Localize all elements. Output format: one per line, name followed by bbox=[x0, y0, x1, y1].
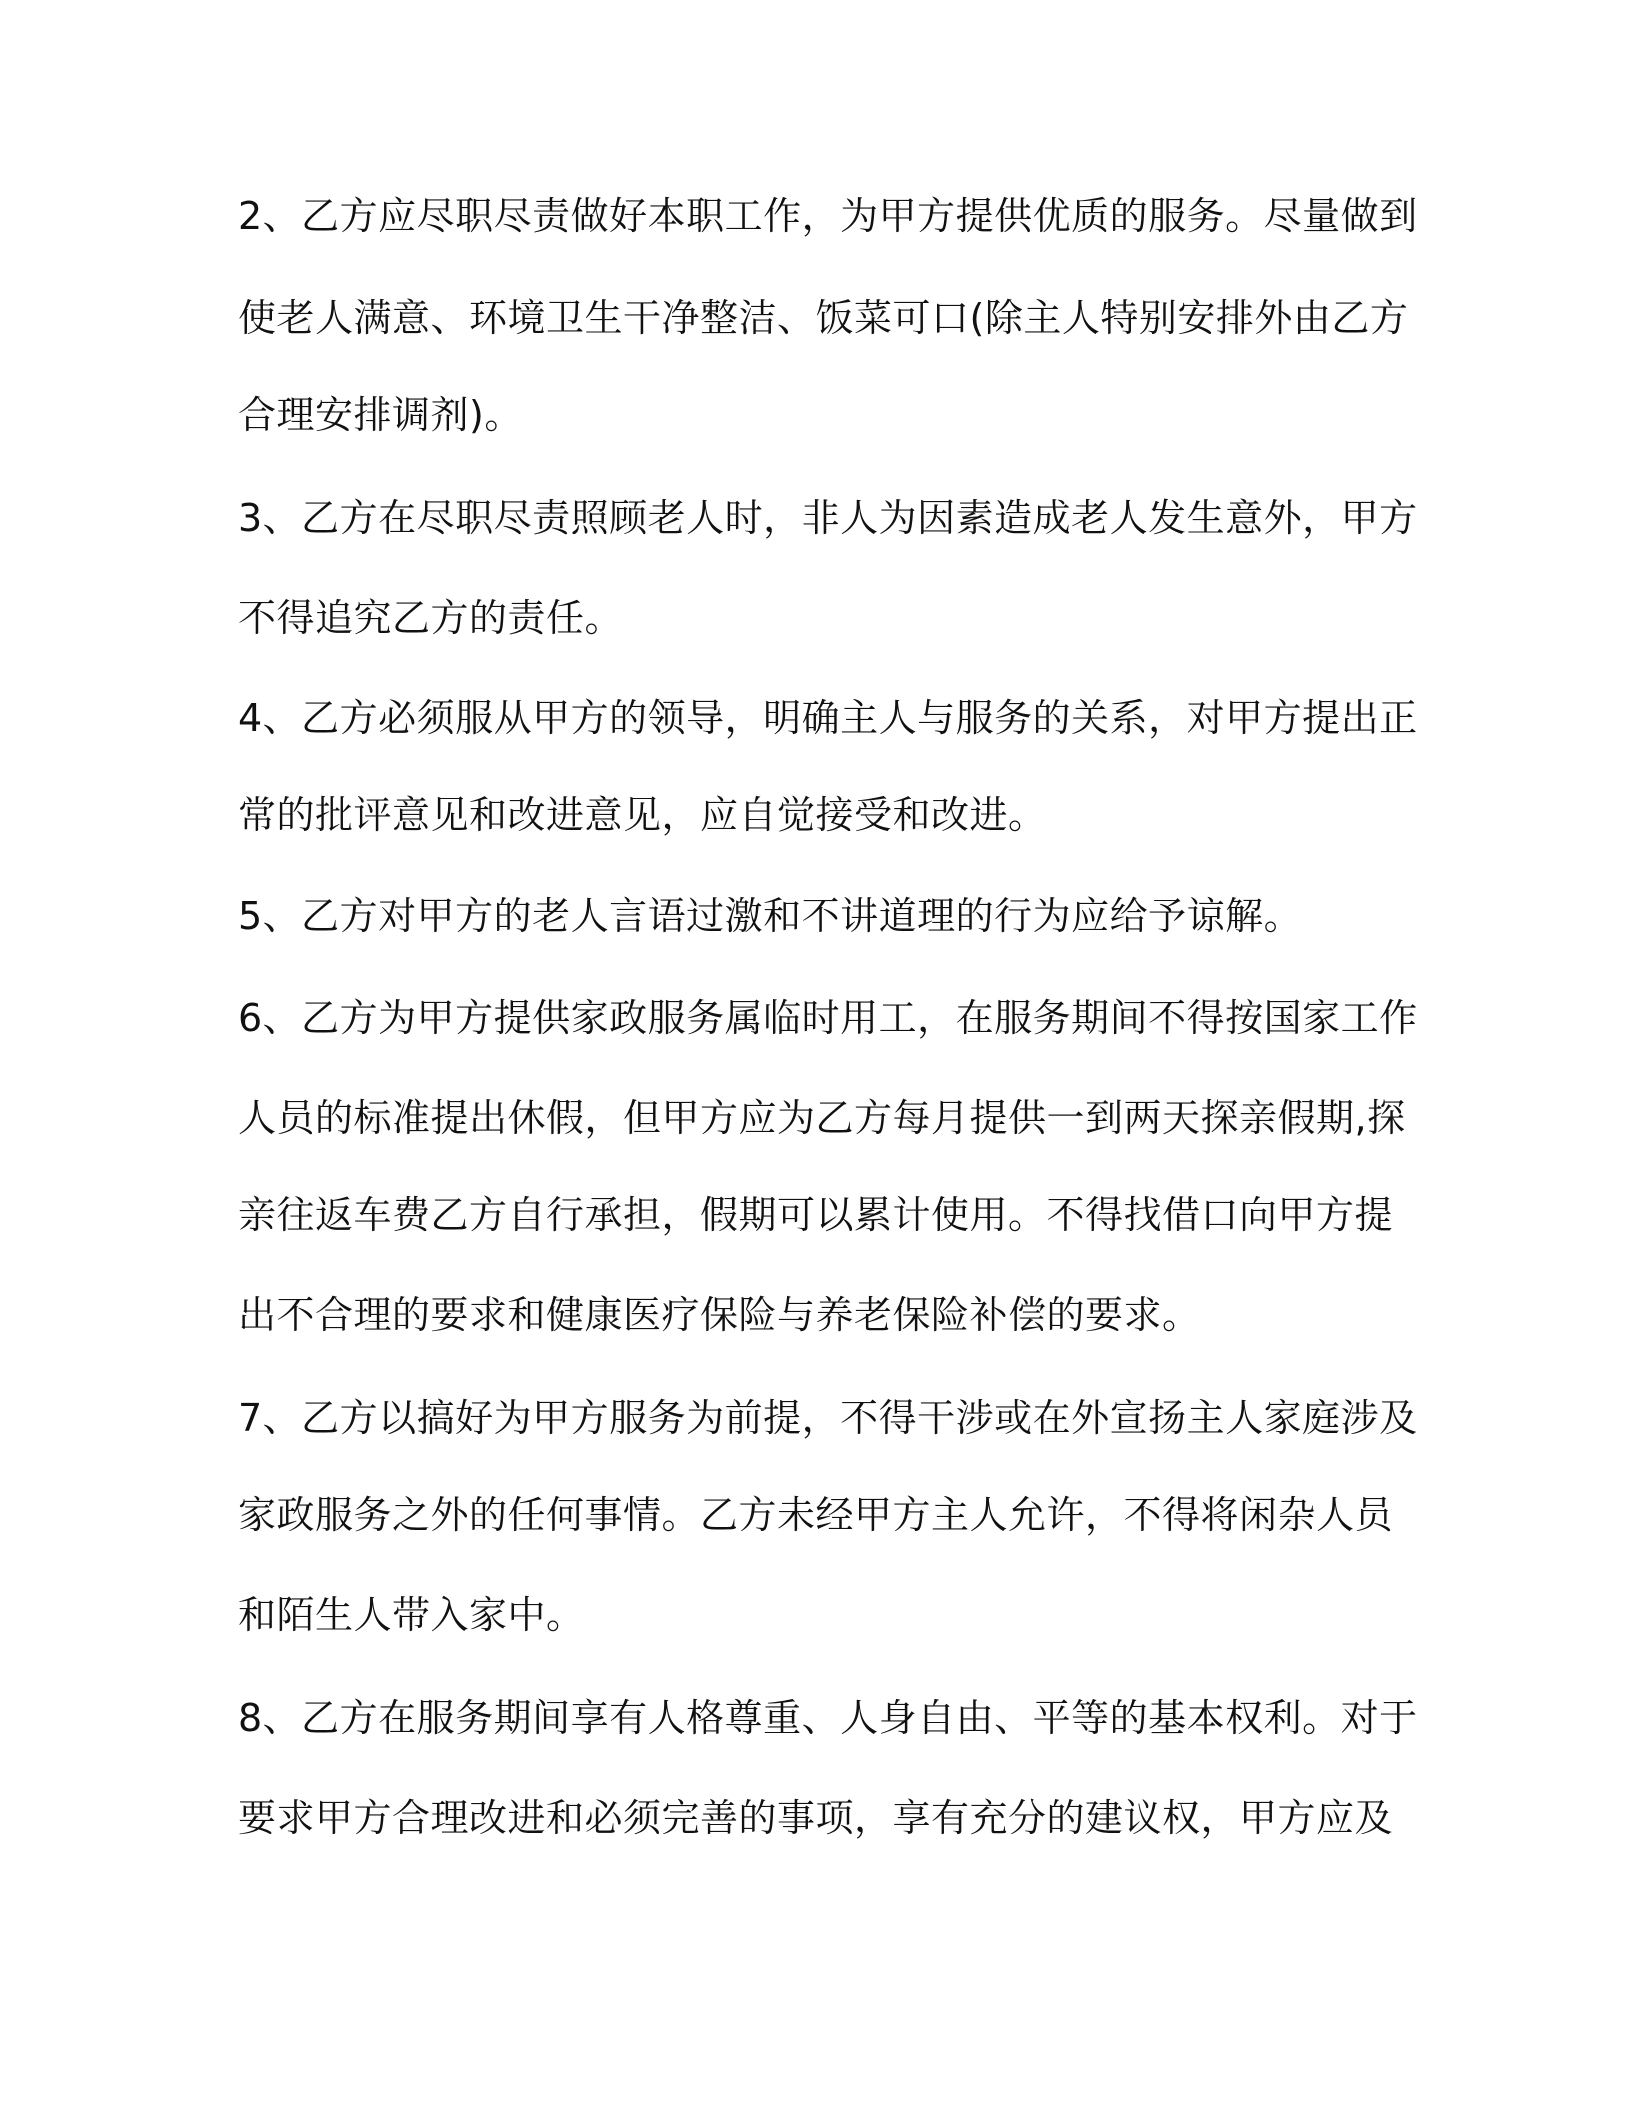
text-line: 6、乙方为甲方提供家政服务属临时用工，在服务期间不得按国家工作 bbox=[238, 996, 1418, 1040]
text-line: 合理安排调剂)。 bbox=[238, 393, 523, 437]
text-line: 不得追究乙方的责任。 bbox=[238, 596, 624, 640]
text-line: 5、乙方对甲方的老人言语过激和不讲道理的行为应给予谅解。 bbox=[238, 894, 1303, 938]
text-line: 2、乙方应尽职尽责做好本职工作，为甲方提供优质的服务。尽量做到 bbox=[238, 194, 1418, 238]
text-line: 出不合理的要求和健康医疗保险与养老保险补偿的要求。 bbox=[238, 1293, 1201, 1337]
text-line: 人员的标准提出休假，但甲方应为乙方每月提供一到两天探亲假期,探 bbox=[238, 1096, 1406, 1140]
text-line: 亲往返车费乙方自行承担，假期可以累计使用。不得找借口向甲方提 bbox=[238, 1193, 1394, 1237]
text-line: 7、乙方以搞好为甲方服务为前提，不得干涉或在外宣扬主人家庭涉及 bbox=[238, 1396, 1418, 1440]
text-line: 使老人满意、环境卫生干净整洁、饭菜可口(除主人特别安排外由乙方 bbox=[238, 296, 1409, 340]
text-line: 家政服务之外的任何事情。乙方未经甲方主人允许，不得将闲杂人员 bbox=[238, 1493, 1394, 1537]
text-line: 3、乙方在尽职尽责照顾老人时，非人为因素造成老人发生意外，甲方 bbox=[238, 496, 1418, 540]
text-line: 8、乙方在服务期间享有人格尊重、人身自由、平等的基本权利。对于 bbox=[238, 1696, 1418, 1740]
text-line: 要求甲方合理改进和必须完善的事项，享有充分的建议权，甲方应及 bbox=[238, 1796, 1394, 1840]
text-line: 常的批评意见和改进意见，应自觉接受和改进。 bbox=[238, 793, 1047, 837]
text-line: 4、乙方必须服从甲方的领导，明确主人与服务的关系，对甲方提出正 bbox=[238, 696, 1418, 740]
text-line: 和陌生人带入家中。 bbox=[238, 1593, 585, 1637]
